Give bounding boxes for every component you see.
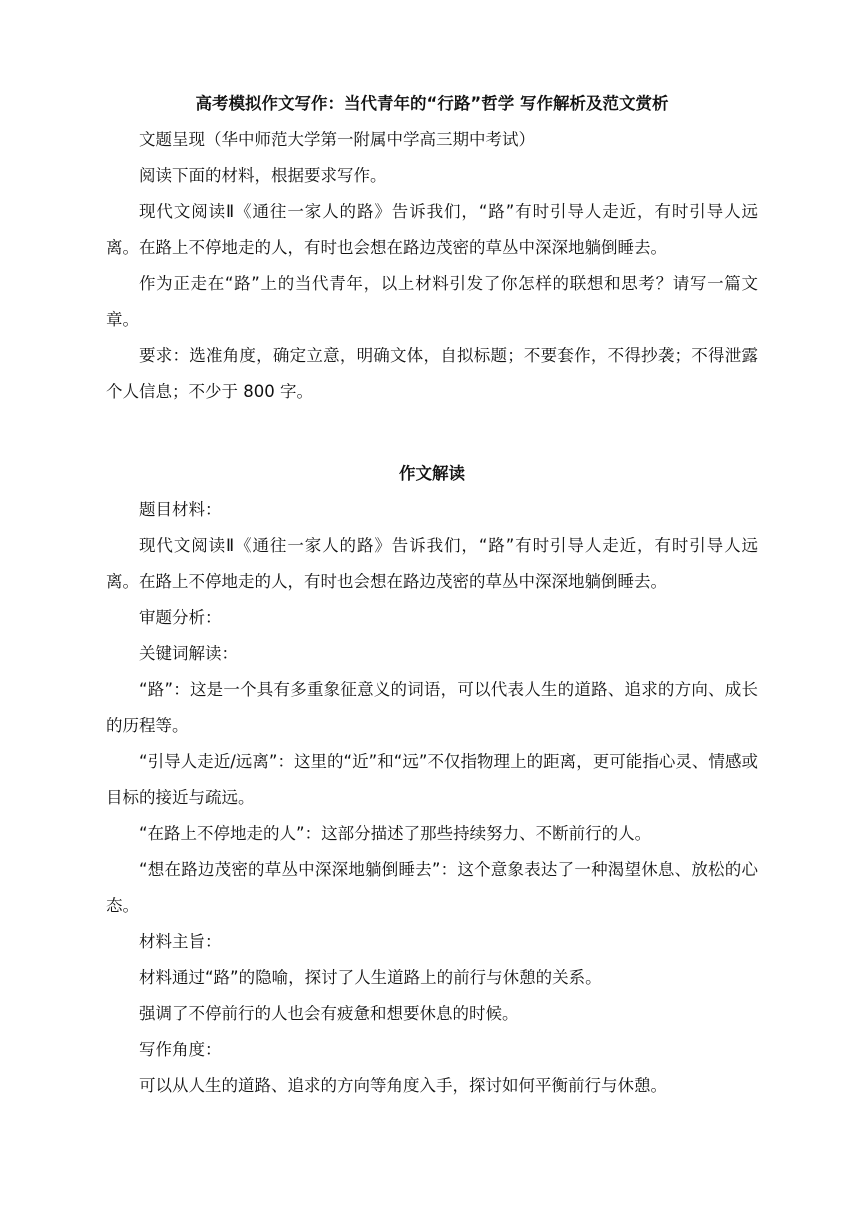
analysis-material-text: 现代文阅读Ⅱ《通往一家人的路》告诉我们，“路”有时引导人走近，有时引导人远离。在路上不停地走的人，有时也会想在路边茂密的草丛中深深地躺倒睡去。 [106, 536, 758, 591]
analysis-section-title: 作文解读 [399, 464, 465, 483]
document-title: 高考模拟作文写作：当代青年的“行路”哲学 写作解析及范文赏析 [195, 94, 669, 113]
prompt-source: 文题呈现（华中师范大学第一附属中学高三期中考试） [139, 130, 535, 149]
review-label: 审题分析： [139, 608, 222, 627]
material-paragraph: 现代文阅读Ⅱ《通往一家人的路》告诉我们，“路”有时引导人走近，有时引导人远离。在路上不停地走的人，有时也会想在路边茂密的草丛中深深地躺倒睡去。 [106, 202, 758, 257]
instruction: 阅读下面的材料，根据要求写作。 [139, 166, 387, 185]
theme-label: 材料主旨： [139, 932, 222, 951]
angle-label: 写作角度： [139, 1040, 222, 1059]
keyword-item: “引导人走近/远离”：这里的“近”和“远”不仅指物理上的距离，更可能指心灵、情感或目标的接近与疏远。 [106, 752, 758, 807]
keywords-label: 关键词解读： [139, 644, 238, 663]
section-spacer [106, 410, 758, 446]
material-label: 题目材料： [139, 500, 222, 519]
requirements-paragraph: 要求：选准角度，确定立意，明确文体，自拟标题；不要套作，不得抄袭；不得泄露个人信息；不少于 800 字。 [106, 346, 758, 401]
question-paragraph: 作为正走在“路”上的当代青年，以上材料引发了你怎样的联想和思考？请写一篇文章。 [106, 274, 758, 329]
theme-point: 强调了不停前行的人也会有疲惫和想要休息的时候。 [139, 1004, 519, 1023]
theme-point: 材料通过“路”的隐喻，探讨了人生道路上的前行与休憩的关系。 [139, 968, 602, 987]
angle-point: 可以从人生的道路、追求的方向等角度入手，探讨如何平衡前行与休憩。 [139, 1076, 667, 1095]
keyword-item: “路”：这是一个具有多重象征意义的词语，可以代表人生的道路、追求的方向、成长的历程等。 [106, 680, 758, 735]
keyword-item: “在路上不停地走的人”：这部分描述了那些持续努力、不断前行的人。 [139, 824, 652, 843]
keyword-item: “想在路边茂密的草丛中深深地躺倒睡去”：这个意象表达了一种渴望休息、放松的心态。 [106, 860, 758, 915]
